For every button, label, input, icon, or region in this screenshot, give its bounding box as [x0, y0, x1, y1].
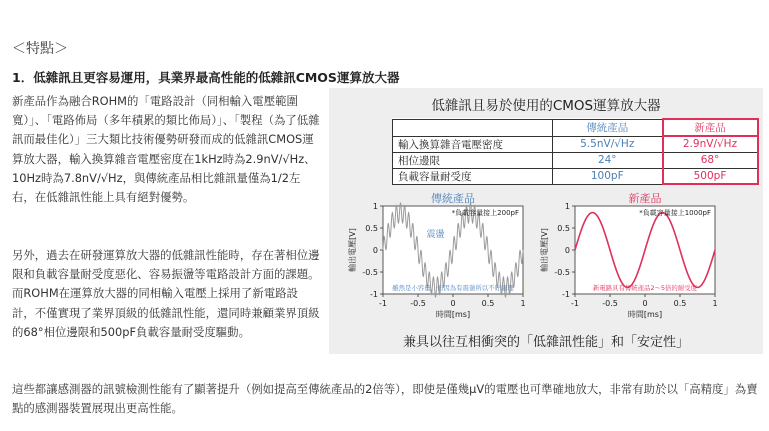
y-tick-label: -1 [562, 290, 570, 299]
y-tick-label: 1 [564, 202, 570, 211]
annotation-bottom: 新電路具有傳統產品2～5倍的耐受度 [593, 284, 697, 292]
paragraph-low-noise: 新產品作為融合ROHM的「電路設計（同相輸入電壓範圍寬）」、「電路佈局（多年積累的類比佈局）」、「製程（為了低雜訊而最佳化）」三大類比技術優勢研發而成的低雜訊CMOS運算放大器，輸入換算雜音電壓密度在1kHz時為2.9nV/√Hz、10Hz時為7.8nV/√Hz，與傳統產品相比雜訊量僅為1/2左右，在低雜訊性能上具有絕對優勢。 [12, 94, 320, 205]
x-tick-label: -1 [379, 299, 387, 308]
annotation-oscillation: 震盪 [426, 229, 445, 240]
table-header-row [393, 119, 758, 136]
table-row [393, 152, 758, 168]
y-tick-label: 0 [372, 246, 378, 255]
x-tick-label: 0.5 [481, 299, 495, 308]
waveform-charts [329, 192, 763, 332]
table-header-new: 新產品 [663, 119, 758, 136]
y-tick-label: -0.5 [362, 268, 378, 277]
y-tick-label: 0 [564, 246, 570, 255]
y-tick-label: 0.5 [365, 224, 378, 233]
table-cell-new: 68° [663, 152, 758, 168]
table-row [393, 136, 758, 152]
table-cell-label: 輸入換算雜音電壓密度 [393, 136, 553, 152]
comparison-figure [329, 88, 763, 354]
y-axis-label: 輸出電壓[V] [348, 228, 357, 272]
table-row [393, 168, 758, 184]
x-tick-label: -0.5 [602, 299, 618, 308]
x-axis-label: 時間[ms] [435, 310, 471, 319]
table-cell-conventional: 24° [553, 152, 663, 168]
table-cell-new: 2.9nV/√Hz [663, 136, 758, 152]
x-tick-label: 1 [712, 299, 718, 308]
y-tick-label: 1 [372, 202, 378, 211]
feature-title: 1．低雜訊且更容易運用，具業界最高性能的低雜訊CMOS運算放大器 [12, 70, 400, 85]
table-cell-conventional: 100pF [553, 168, 663, 184]
section-heading: ＜特點＞ [12, 41, 68, 57]
paragraph-stability: 另外，過去在研發運算放大器的低雜訊性能時，存在著相位邊限和負載容量耐受度惡化、容易振盪等電路設計方面的課題。而ROHM在運算放大器的同相輸入電壓上採用了新電路設計，不僅實現了業界頂級的低雜訊性能，還同時兼顧業界頂級的68°相位邊限和500pF負載容量耐受度驅動。 [12, 248, 320, 339]
x-tick-label: -1 [571, 299, 579, 308]
table-cell-new: 500pF [663, 168, 758, 184]
paragraph-benefit: 這些都讓感測器的訊號檢測性能有了顯著提升（例如提高至傳統產品的2倍等），即使是僅幾µV的電壓也可準確地放大，非常有助於以「高精度」為賣點的感測器裝置展現出更高性能。 [12, 382, 758, 416]
y-tick-label: -1 [370, 290, 378, 299]
spec-comparison-table [392, 118, 759, 185]
y-tick-label: 0.5 [557, 224, 570, 233]
table-cell-label: 相位邊限 [393, 152, 553, 168]
annotation-top: *負載容量接上1000pF [639, 209, 711, 217]
annotation-top: *負載容量接上200pF [451, 209, 519, 217]
table-header-blank [393, 119, 553, 136]
annotation-bottom: 雖然是小容量，但因為有震盪所以不好處理 [392, 284, 514, 292]
y-axis-label: 輸出電壓[V] [540, 228, 549, 272]
figure-footer: 兼具以往互相衝突的「低雜訊性能」和「安定性」 [402, 335, 689, 350]
x-axis-label: 時間[ms] [627, 310, 663, 319]
figure-title: 低雜訊且易於使用的CMOS運算放大器 [431, 98, 661, 114]
chart-title: 新產品 [628, 192, 662, 205]
chart-title: 傳統產品 [431, 192, 475, 205]
y-tick-label: -0.5 [554, 268, 570, 277]
table-header-conventional: 傳統產品 [553, 119, 663, 136]
x-tick-label: 1 [520, 299, 526, 308]
table-cell-conventional: 5.5nV/√Hz [553, 136, 663, 152]
x-tick-label: 0.5 [673, 299, 687, 308]
x-tick-label: -0.5 [410, 299, 426, 308]
x-tick-label: 0 [450, 299, 456, 308]
table-cell-label: 負載容量耐受度 [393, 168, 553, 184]
x-tick-label: 0 [642, 299, 648, 308]
